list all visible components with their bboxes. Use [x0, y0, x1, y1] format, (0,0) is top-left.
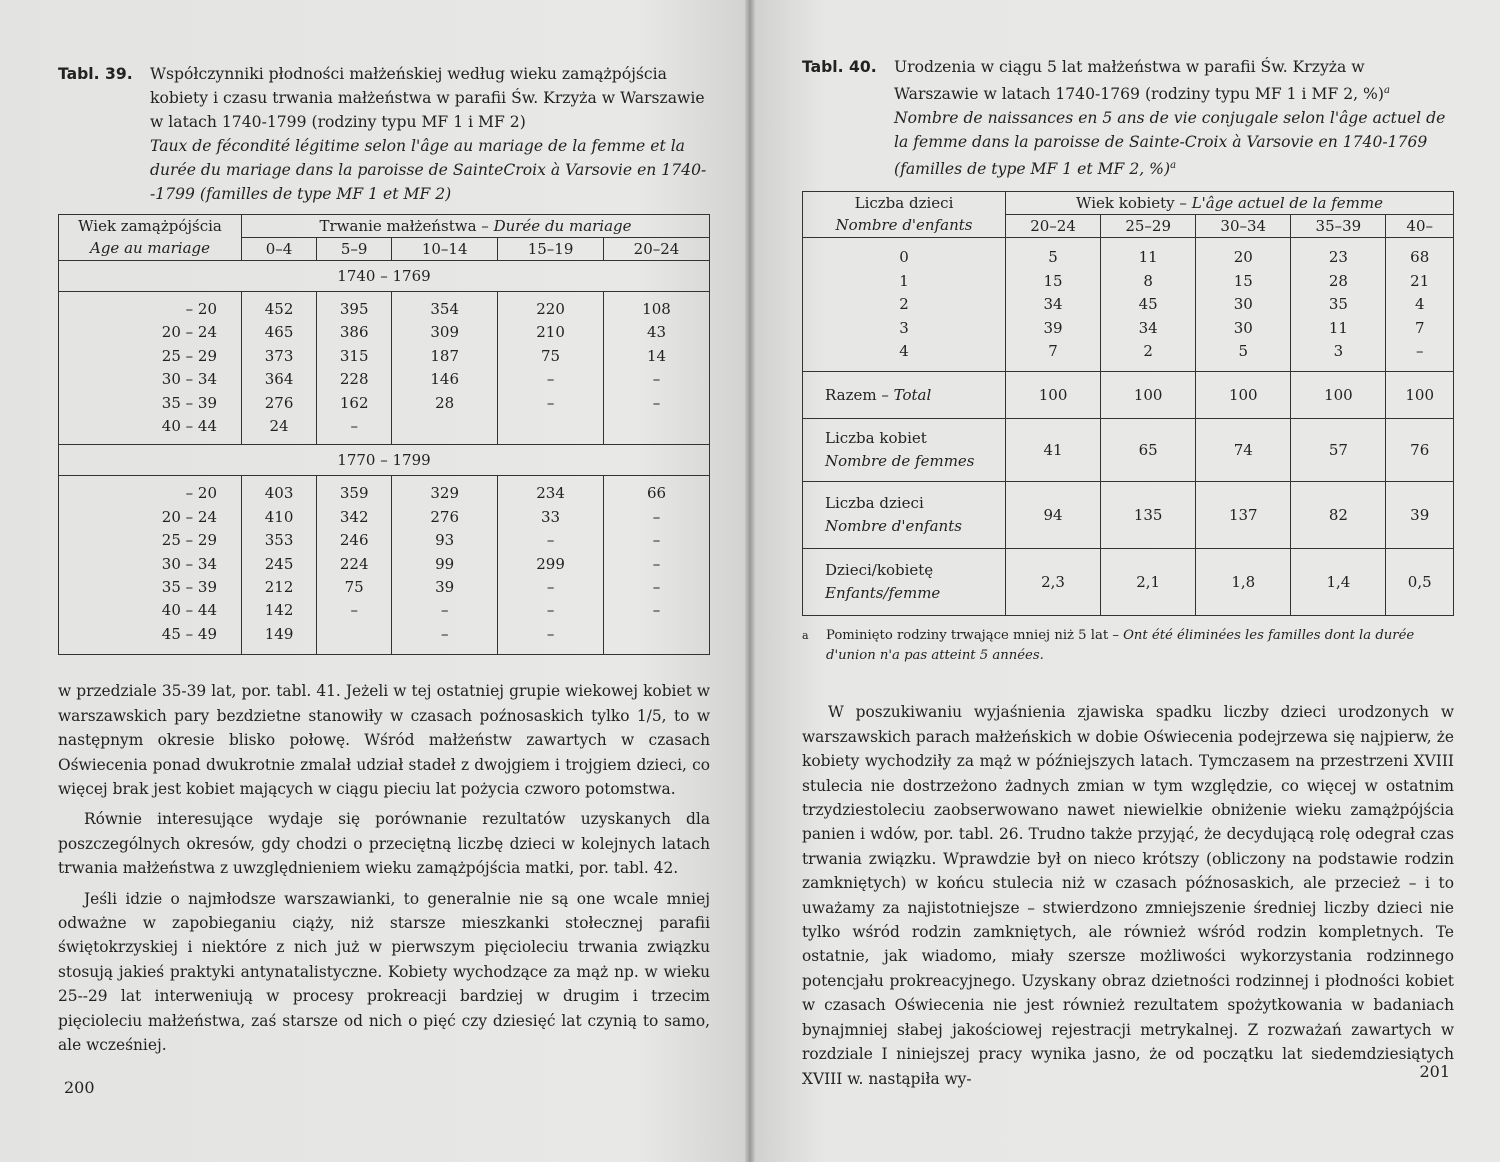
cell: 276: [264, 393, 294, 412]
cell: 452: [264, 300, 294, 318]
age-groups: [59, 476, 242, 655]
cell: 30: [1233, 318, 1253, 337]
cell: 28: [1328, 271, 1348, 290]
cell: 329: [430, 484, 459, 503]
header-age-pl: Wiek kobiety –: [1076, 194, 1187, 213]
cell: 23: [1328, 248, 1348, 267]
age-group: 30 – 34: [161, 370, 217, 389]
ratio-label: [803, 549, 1006, 616]
caption-french-text: Nombre de naissances en 5 ans de vie conjugale selon l'âge actuel de la femme dans la paroisse de Sainte-Croix à Varsovie en 1740-1769 (familles de type MF 1 et MF 2, %): [894, 109, 1446, 179]
cell: 24: [269, 417, 289, 436]
age-group: 25 – 29: [161, 531, 217, 550]
caption-footnote-mark: a: [1170, 160, 1177, 172]
cell: 353: [264, 531, 294, 550]
cell: 39: [1386, 482, 1454, 549]
cell: 65: [1101, 419, 1196, 482]
age-group: – 20: [185, 300, 217, 318]
table-39-caption: [58, 62, 710, 206]
cell: –: [440, 601, 449, 620]
cell: 1,8: [1196, 549, 1291, 616]
header-duration-pl: Trwanie małżeństwa –: [319, 217, 489, 235]
cell: –: [652, 601, 661, 620]
cell: 187: [430, 346, 459, 365]
cell: –: [440, 624, 449, 643]
col-header: 20–24: [1006, 215, 1101, 238]
book-gutter: [745, 0, 755, 1162]
cell: 386: [339, 323, 369, 342]
col-header: 0–4: [242, 238, 317, 261]
header-age-pl: Wiek zamążpójścia: [78, 217, 222, 235]
children-total-label: [803, 482, 1006, 549]
footnote-mark: a: [802, 629, 809, 643]
cell: 135: [1101, 482, 1196, 549]
cell: 74: [1196, 419, 1291, 482]
cell: 34: [1043, 295, 1063, 314]
cell: 11: [1138, 248, 1158, 267]
header-age-fr: L'âge actuel de la femme: [1191, 194, 1383, 213]
caption-french: [894, 106, 1454, 181]
children-label-pl: Liczba dzieci: [825, 494, 924, 513]
cell: 245: [264, 554, 294, 573]
cell: 76: [1386, 419, 1454, 482]
page-number: 201: [1419, 1062, 1450, 1081]
cell: 309: [430, 323, 459, 342]
cell: –: [652, 578, 661, 597]
values-col-0-4: [242, 292, 317, 445]
body-text-left: [58, 679, 710, 1057]
cell: 75: [541, 346, 561, 365]
cell: 68: [1410, 248, 1430, 267]
cell: –: [546, 531, 555, 550]
cell: 33: [541, 507, 561, 526]
cell: –: [546, 370, 555, 389]
header-children-fr: Nombre d'enfants: [835, 216, 973, 235]
cell: 99: [435, 554, 455, 573]
cell: 7: [1414, 318, 1425, 337]
cell: 41: [1006, 419, 1101, 482]
cell: 224: [339, 554, 369, 573]
values-col-5-9: [317, 292, 392, 445]
paragraph: w przedziale 35-39 lat, por. tabl. 41. Jeżeli w tej ostatniej grupie wiekowej kobiet w warszawskich pary bezdzietne stanowiły w czasach poźnosaskich tylko 1/5, to w następnym okresie blisko połowę. Wśród małżeństw zawartych w czasach Oświecenia ponad dwukrotnie zmalał udział stadeł z dwojgiem i trojgiem dzieci, co więcej brak jest kobiet mających w ciągu pieciu lat pożycia czworo potomstwa.: [58, 682, 710, 798]
values-col-10-14: [392, 476, 498, 655]
row-label: 4: [899, 342, 909, 360]
cell: 234: [536, 484, 565, 503]
table-39: [58, 214, 710, 655]
col-header: 10–14: [392, 238, 498, 261]
caption-french: Taux de fécondité légitime selon l'âge au mariage de la femme et la durée du mariage dans la paroisse de SainteCroix à Varsovie en 1740--1799 (familles de type MF 1 et MF 2): [150, 137, 707, 203]
cell: 100: [1386, 372, 1454, 419]
cell: 2,3: [1006, 549, 1101, 616]
cell: 94: [1006, 482, 1101, 549]
cell: –: [652, 507, 661, 526]
cell: 228: [339, 370, 369, 389]
cell: 342: [339, 507, 369, 526]
cell: –: [546, 624, 555, 643]
age-group: 45 – 49: [161, 624, 217, 643]
children-counts: [803, 238, 1006, 372]
children-label-fr: Nombre d'enfants: [825, 517, 962, 536]
cell: 364: [264, 370, 294, 389]
caption-polish: [894, 55, 1454, 106]
caption-polish: Współczynniki płodności małżeńskiej według wieku zamążpójścia kobiety i czasu trwania małżeństwa w parafii Św. Krzyża w Warszawie w latach 1740-1799 (rodziny typu MF 1 i MF 2): [150, 65, 705, 131]
cell: 162: [339, 393, 369, 412]
cell: 20: [1233, 248, 1253, 267]
cell: 35: [1328, 295, 1348, 314]
cell: 373: [264, 346, 294, 365]
caption-polish-text: Urodzenia w ciągu 5 lat małżeństwa w parafii Św. Krzyża w Warszawie w latach 1740-1769 (rodziny typu MF 1 i MF 2, %): [894, 58, 1384, 104]
values-col-20-24: [604, 292, 710, 445]
values-col-30-34: [1196, 238, 1291, 372]
values-col-35-39: [1291, 238, 1386, 372]
cell: 21: [1410, 271, 1430, 290]
cell: 142: [264, 601, 294, 620]
cell: –: [350, 601, 358, 620]
cell: 465: [264, 323, 294, 342]
footnote: [802, 626, 1454, 666]
cell: 57: [1291, 419, 1386, 482]
values-col-40-plus: [1386, 238, 1454, 372]
paragraph: Równie interesujące wydaje się porównanie rezultatów uzyskanych dla poszczególnych okresów, gdy chodzi o przeciętną liczbę dzieci w kolejnych latach trwania małżeństwa z uwzględnieniem wieku zamążpójścia matki, por. tabl. 42.: [58, 810, 710, 878]
row-label: 0: [899, 248, 909, 267]
age-groups: [59, 292, 242, 445]
row-label: 3: [899, 318, 909, 337]
cell: 100: [1006, 372, 1101, 419]
cell: –: [546, 578, 555, 597]
cell: 100: [1101, 372, 1196, 419]
col-header: 15–19: [498, 238, 604, 261]
cell: 395: [339, 300, 369, 318]
age-group: 35 – 39: [161, 393, 217, 412]
values-col-15-19: [498, 292, 604, 445]
age-group: 20 – 24: [161, 323, 217, 342]
cell: 15: [1233, 271, 1253, 290]
values-col-5-9: [317, 476, 392, 655]
age-group: 40 – 44: [161, 601, 217, 620]
cell: 2: [1143, 342, 1153, 360]
cell: 39: [1043, 318, 1063, 337]
cell: 15: [1043, 271, 1063, 290]
cell: 30: [1233, 295, 1253, 314]
cell: 39: [435, 578, 455, 597]
cell: –: [652, 393, 661, 412]
cell: 11: [1328, 318, 1348, 337]
table-40: [802, 191, 1454, 616]
cell: 43: [646, 323, 667, 342]
header-age-fr: Age au mariage: [89, 239, 210, 257]
women-label-pl: Liczba kobiet: [825, 429, 927, 448]
col-header: 30–34: [1196, 215, 1291, 238]
col-header: 25–29: [1101, 215, 1196, 238]
cell: –: [1415, 342, 1424, 360]
paragraph: Jeśli idzie o najmłodsze warszawianki, to generalnie nie są one wcale mniej odważne w zapobieganiu ciąży, niż starsze mieszkanki stołecznej parafii świętokrzyskiej i niektóre z nich już w pierwszym pięcioleciu trwania związku stosują jakieś praktyki antynatalistyczne. Kobiety wychodzące za mąż np. w wieku 25--29 lat interweniują w procesy prokreacji bardziej w drugim i trzecim pięcioleciu małżeństwa, zaś starsze od nich o pięć czy dziesięć lat czynią to samo, ale wcześniej.: [58, 889, 710, 1054]
total-label: [803, 372, 1006, 419]
age-group: 25 – 29: [161, 346, 217, 365]
period-label: 1740 – 1769: [59, 261, 710, 292]
values-col-20-24: [604, 476, 710, 655]
values-col-25-29: [1101, 238, 1196, 372]
cell: 246: [339, 531, 369, 550]
table-label: Tabl. 39.: [58, 65, 133, 83]
body-text-right: [802, 700, 1454, 1091]
cell: 149: [264, 624, 294, 643]
cell: 354: [430, 300, 459, 318]
footnote-polish: Pominięto rodziny trwające mniej niż 5 lat –: [826, 628, 1119, 644]
values-col-10-14: [392, 292, 498, 445]
cell: 146: [430, 370, 459, 389]
cell: 315: [339, 346, 369, 365]
values-col-0-4: [242, 476, 317, 655]
footnote-french: Ont été éliminées les familles dont la durée d'union n'a pas atteint 5 années.: [826, 628, 1415, 664]
cell: 45: [1138, 295, 1158, 314]
page-number: 200: [64, 1078, 95, 1097]
cell: 410: [264, 507, 294, 526]
cell: 3: [1333, 342, 1344, 360]
cell: 100: [1196, 372, 1291, 419]
col-header: 5–9: [317, 238, 392, 261]
cell: 276: [430, 507, 459, 526]
cell: 34: [1138, 318, 1158, 337]
age-group: 30 – 34: [161, 554, 217, 573]
ratio-label-pl: Dzieci/kobietę: [825, 561, 934, 580]
row-label: 1: [899, 271, 909, 290]
cell: 82: [1291, 482, 1386, 549]
total-label-fr: Total: [893, 386, 932, 405]
age-group: 20 – 24: [161, 507, 217, 526]
cell: 2,1: [1101, 549, 1196, 616]
paragraph: W poszukiwaniu wyjaśnienia zjawiska spadku liczby dzieci urodzonych w warszawskich parach małżeńskich w dobie Oświecenia podejrzewa się najpierw, że kobiety wychodziły za mąż w późniejszych latach. Tymczasem na przestrzeni XVIII stulecia nie dostrzeżono żadnych zmian w tym względzie, co więcej w ostatnim trzydziestoleciu zaobserwowano nawet niewielkie obniżenie wieku zamążpójścia panien i wdów, por. tabl. 26. Trudno także przyjąć, że decydującą rolę odegrał czas trwania związku. Wprawdzie był on nieco krótszy (obliczony na podstawie rodzin zamkniętych) w końcu stulecia niż w czasach późnosaskich, ale przecież – i to uważamy za najistotniejsze – stwierdzono zmniejszenie średniej liczby dzieci nie tylko wśród rodzin zamkniętych, ale również wśród rodzin kompletnych. Te ostatnie, jak wiadomo, miały szersze możliwości wykorzystania rodzinnego potencjału prokreacyjnego. Uzyskany obraz dzietności rodzinnej i płodności kobiet w czasach Oświecenia nie jest również rezultatem spożytkowania w badaniach bynajmniej słabej jakościowej rejestracji metrykalnej. Z rozważań zawartych w rozdziale I niniejszej pracy wynika jasno, że od początku lat siedemdziesiątych XVIII w. nastąpiła wy-: [802, 703, 1454, 1088]
page-right: [750, 0, 1500, 1162]
cell: 14: [646, 346, 667, 365]
cell: –: [652, 370, 661, 389]
caption-footnote-mark: a: [1383, 85, 1390, 96]
cell: 1,4: [1291, 549, 1386, 616]
cell: 403: [264, 484, 294, 503]
cell: 4: [1414, 295, 1425, 314]
col-header: 40–: [1386, 215, 1454, 238]
cell: 75: [344, 578, 364, 597]
values-col-20-24: [1006, 238, 1101, 372]
cell: 5: [1238, 342, 1249, 360]
header-duration-fr: Durée du mariage: [493, 217, 632, 235]
total-label-pl: Razem –: [825, 386, 889, 405]
col-header: 35–39: [1291, 215, 1386, 238]
period-label: 1770 – 1799: [59, 445, 710, 476]
header-children-pl: Liczba dzieci: [854, 194, 954, 213]
cell: 28: [435, 393, 455, 412]
cell: 359: [339, 484, 369, 503]
col-header: 20–24: [604, 238, 710, 261]
cell: 0,5: [1386, 549, 1454, 616]
cell: 299: [536, 554, 565, 573]
women-label-fr: Nombre de femmes: [825, 452, 975, 471]
cell: 108: [642, 300, 671, 318]
cell: 66: [646, 484, 667, 503]
cell: 93: [435, 531, 455, 550]
cell: 5: [1048, 248, 1058, 267]
cell: 100: [1291, 372, 1386, 419]
cell: 212: [264, 578, 294, 597]
age-group: 35 – 39: [161, 578, 217, 597]
cell: –: [350, 417, 358, 436]
cell: –: [546, 601, 555, 620]
cell: –: [652, 554, 661, 573]
cell: 137: [1196, 482, 1291, 549]
cell: 210: [536, 323, 565, 342]
cell: 220: [536, 300, 565, 318]
cell: –: [652, 531, 661, 550]
women-label: [803, 419, 1006, 482]
age-group: 40 – 44: [161, 417, 217, 436]
age-group: – 20: [185, 484, 217, 503]
cell: 7: [1048, 342, 1058, 360]
values-col-15-19: [498, 476, 604, 655]
table-label: Tabl. 40.: [802, 58, 877, 76]
ratio-label-fr: Enfants/femme: [825, 584, 941, 603]
table-40-caption: [802, 55, 1454, 181]
cell: 8: [1143, 271, 1153, 290]
row-label: 2: [899, 295, 909, 314]
cell: –: [546, 393, 555, 412]
